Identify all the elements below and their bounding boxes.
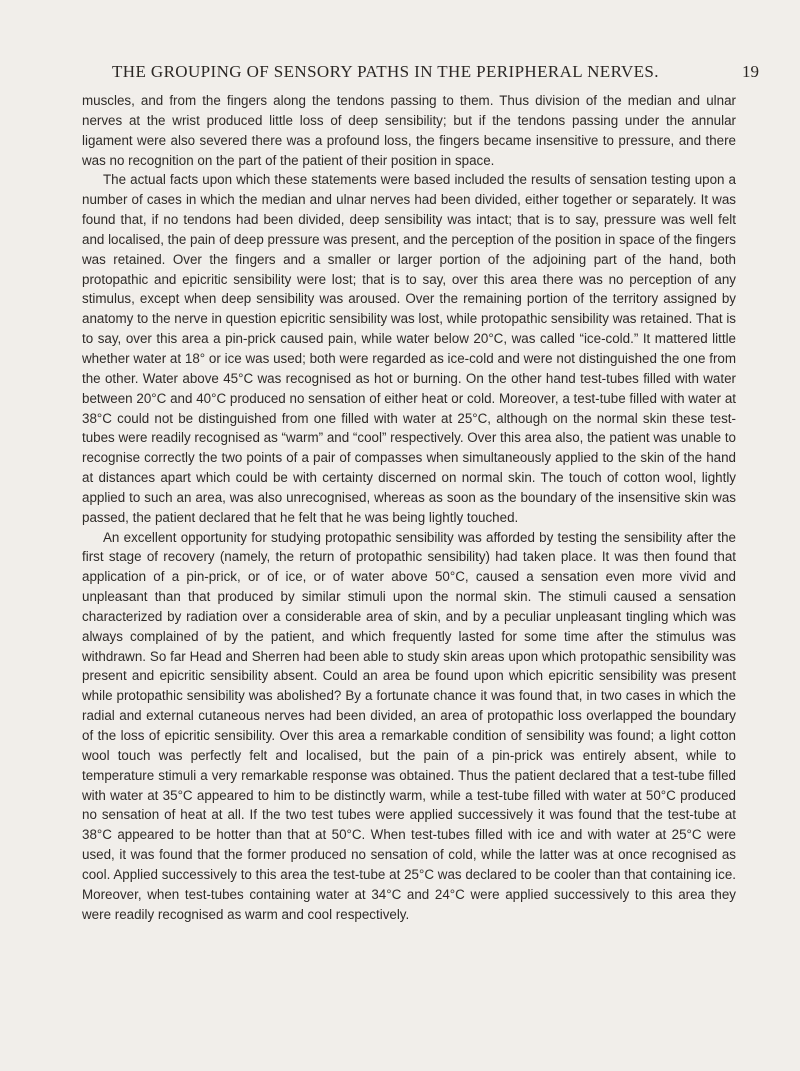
body-text bbox=[82, 91, 736, 924]
page-number: 19 bbox=[742, 62, 759, 81]
paragraph-continued: muscles, and from the fingers along the tendons passing to them. Thus division of the median and ulnar nerves at the wrist produced little loss of deep sensibility; but if the tendons passing under the annular ligament were also severed there was a profound loss, the fingers became insensitive to pressure, and there was no recognition on the part of the patient of their position in space. bbox=[82, 93, 736, 168]
paragraph-sensation-testing: The actual facts upon which these statements were based included the results of sensation testing upon a number of cases in which the median and ulnar nerves had been divided, either together or separately. It was found that, if no tendons had been divided, deep sensibility was intact; that is to say, pressure was well felt and localised, the pain of deep pressure was present, and the perception of the position in space of the fingers was retained. Over the fingers and a smaller or larger portion of the adjoining part of the hand, both protopathic and epicritic sensibility were lost; that is to say, over this area there was no perception of any stimulus, except when deep sensibility was aroused. Over the remaining portion of the territory assigned by anatomy to the nerve in question epicritic sensibility was lost, while protopathic sensibility was retained. That is to say, over this area a pin-prick caused pain, while water below 20°C, was called “ice-cold.” It mattered little whether water at 18° or ice was used; both were regarded as ice-cold and were not distinguished the one from the other. Water above 45°C was recognised as hot or burning. On the other hand test-tubes filled with water between 20°C and 40°C produced no sensation of either heat or cold. Moreover, a test-tube filled with water at 38°C could not be distinguished from one filled with water at 25°C, although on the normal skin these test-tubes were readily recognised as “warm” and “cool” respectively. Over this area also, the patient was unable to recognise correctly the two points of a pair of compasses when simultaneously applied to the skin of the hand at distances apart which could be with certainty discerned on normal skin. The touch of cotton wool, lightly applied to such an area, was also unrecognised, whereas as soon as the boundary of the insensitive skin was passed, the patient declared that he felt that he was being lightly touched. bbox=[82, 172, 736, 525]
running-head-title: THE GROUPING OF SENSORY PATHS IN THE PERIPHERAL NERVES. bbox=[112, 62, 659, 81]
paragraph-protopathic-sensibility: An excellent opportunity for studying protopathic sensibility was afforded by testing the sensibility after the first stage of recovery (namely, the return of protopathic sensibility) had taken place. It was then found that application of a pin-prick, or of ice, or of water above 50°C, caused a sensation even more vivid and unpleasant than that produced by similar stimuli upon the normal skin. The stimuli caused a sensation characterized by radiation over a considerable area of skin, and by a peculiar unpleasant tingling which was always complained of by the patient, and which frequently lasted for some time after the stimulus was withdrawn. So far Head and Sherren had been able to study skin areas upon which protopathic sensibility was present and epicritic sensibility absent. Could an area be found upon which epicritic sensibility was present while protopathic sensibility was abolished? By a fortunate chance it was found that, in two cases in which the radial and external cutaneous nerves had been divided, an area of protopathic loss overlapped the boundary of the loss of epicritic sensibility. Over this area a remarkable condition of sensibility was found; a light cotton wool touch was perfectly felt and localised, but the pain of a pin-prick was entirely absent, while to temperature stimuli a very remarkable response was obtained. Thus the patient declared that a test-tube filled with water at 35°C appeared to him to be distinctly warm, while a test-tube filled with water at 50°C produced no sensation of heat at all. If the two test tubes were applied successively it was found that the test-tube at 38°C appeared to be hotter than that at 50°C. When test-tubes filled with ice and with water at 25°C were used, it was found that the former produced no sensation of cold, while the latter was at once recognised as cool. Applied successively to this area the test-tube at 25°C was declared to be cooler than that containing ice. Moreover, when test-tubes containing water at 34°C and 24°C were applied successively to this area they were readily recognised as warm and cool respectively. bbox=[82, 529, 736, 922]
